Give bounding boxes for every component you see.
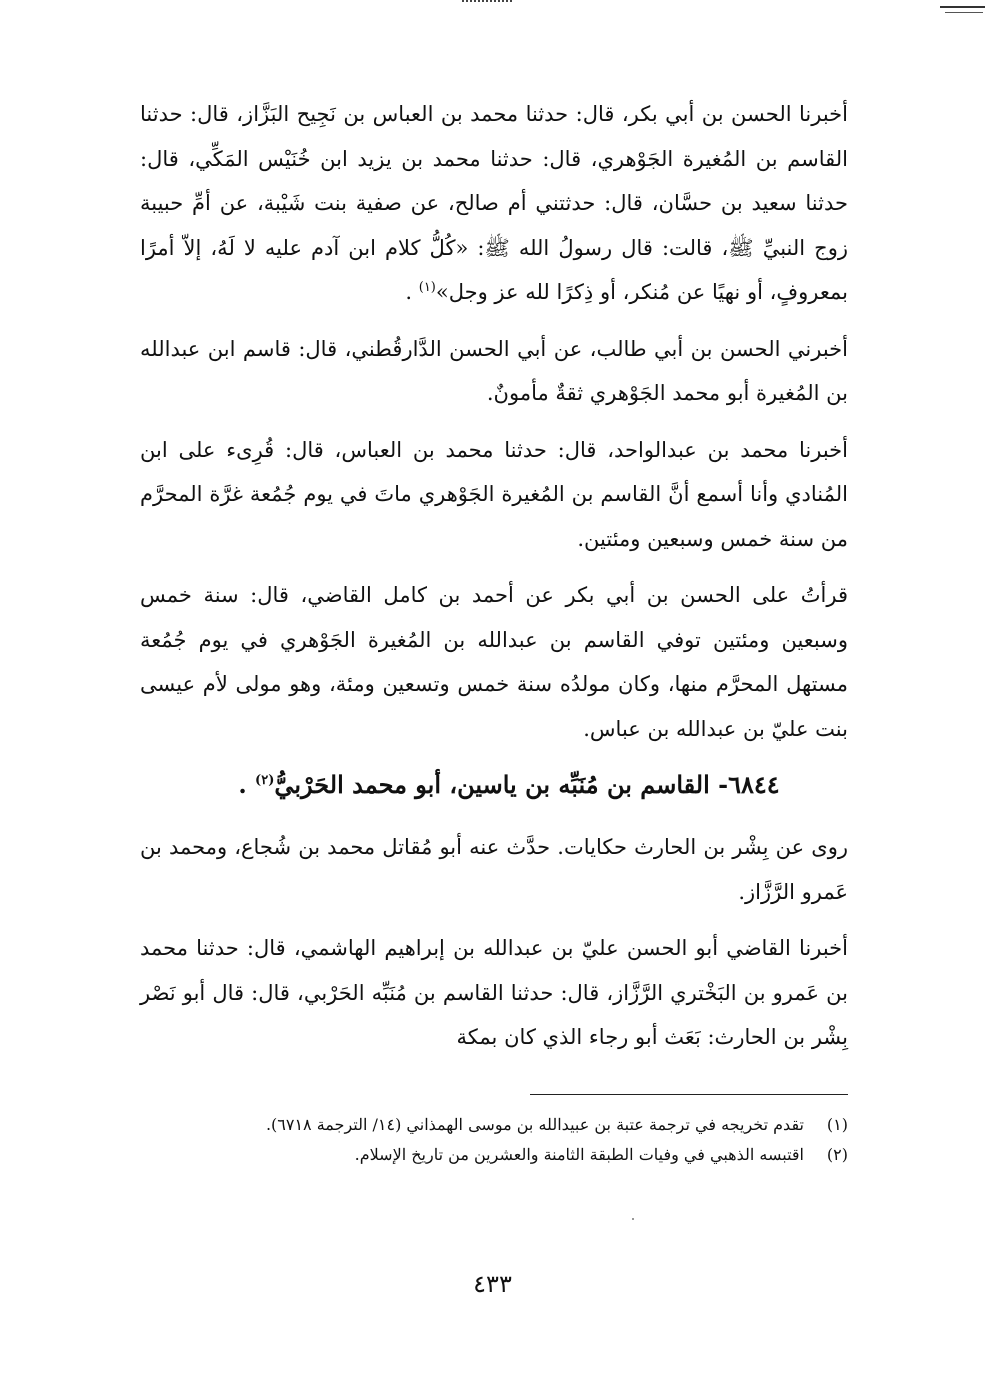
paragraph-1-end: . [405, 280, 419, 304]
top-edge-mark [462, 0, 512, 6]
page-number: ٤٣٣ [473, 1270, 512, 1298]
footnote-ref-1[interactable]: (١) [418, 280, 436, 295]
footnote-2-number: (٢) [826, 1145, 848, 1164]
paragraph-1-text: أخبرنا الحسن بن أبي بكر، قال: حدثنا محمد بن العباس بن نَجِيح البَزَّاز، قال: حدثنا القاسم بن المُغيرة الجَوْهري، قال: حدثنا محمد بن يزيد ابن خُنَيْس المَكِّي، قال: حدثنا سعيد بن حسَّان، قال: حدثتني أم صالح، عن صفية بنت شَيْبة، عن أمِّ حبيبة زوج النبيِّ ﷺ، قالت: قال رسولُ الله ﷺ: «كُلُّ كلام ابن آدم عليه لا لَهُ، إلاّ أمرًا بمعروفٍ، أو نهيًا عن مُنكر، أو ذِكرًا لله عز وجل» [140, 102, 848, 304]
footnote-separator [530, 1094, 848, 1095]
entry-heading [140, 763, 848, 807]
entry-heading-text: ٦٨٤٤- القاسم بن مُنَبِّه بن ياسين، أبو محمد الحَرْبيُّ [274, 770, 780, 799]
footnote-1-number: (١) [826, 1115, 848, 1134]
entry-heading-end: . [238, 770, 256, 799]
scan-speck [632, 1218, 634, 1220]
footnotes [140, 1110, 848, 1170]
footnote-1 [140, 1110, 848, 1140]
footnote-1-text: تقدم تخريجه في ترجمة عتبة بن عبيدالله بن موسى الهمذاني (١٤/ الترجمة ٦٧١٨). [265, 1115, 804, 1134]
footnote-2 [140, 1140, 848, 1170]
paragraph-1 [140, 92, 848, 315]
paragraph-2: أخبرني الحسن بن أبي طالب، عن أبي الحسن الدَّارقُطني، قال: قاسم ابن عبدالله بن المُغيرة أبو محمد الجَوْهري ثقةٌ مأمونٌ. [140, 336, 848, 405]
paragraph-3: أخبرنا محمد بن عبدالواحد، قال: حدثنا محمد بن العباس، قال: قُرِىء على ابن المُنادي وأنا أسمع أنَّ القاسم بن المُغيرة الجَوْهري ماتَ في يوم جُمُعة غرَّة المحرَّم من سنة خمس وسبعين ومئتين. [140, 437, 848, 551]
paragraph-4: قرأتُ على الحسن بن أبي بكر عن أحمد بن كامل القاضي، قال: سنة خمس وسبعين ومئتين توفي القاسم بن عبدالله بن المُغيرة الجَوْهري في يوم جُمُعة مستهل المحرَّم منها، وكان مولدُه سنة خمس وتسعين ومئة، وهو مولى لأم عيسى بنت عليّ بن عبدالله بن عباس. [140, 583, 848, 741]
paragraph-5: روى عن بِشْر بن الحارث حكايات. حدَّث عنه أبو مُقاتل محمد بن شُجاع، ومحمد بن عَمرو الرَّزَّاز. [140, 835, 848, 904]
paragraph-6: أخبرنا القاضي أبو الحسن عليّ بن عبدالله بن إبراهيم الهاشمي، قال: حدثنا محمد بن عَمرو بن البَخْتري الرَّزَّاز، قال: حدثنا القاسم بن مُنَبِّه الحَرْبي، قال: قال أبو نَصْر بِشْر بن الحارث: بَعَث أبو رجاء الذي كان بمكة [140, 936, 848, 1049]
top-corner-rule-secondary [945, 12, 983, 13]
top-corner-rule [940, 6, 985, 8]
footnote-ref-2[interactable]: (٢) [255, 773, 275, 788]
page-body [140, 92, 848, 1072]
footnote-2-text: اقتبسه الذهبي في وفيات الطبقة الثامنة والعشرين من تاريخ الإسلام. [354, 1145, 804, 1164]
